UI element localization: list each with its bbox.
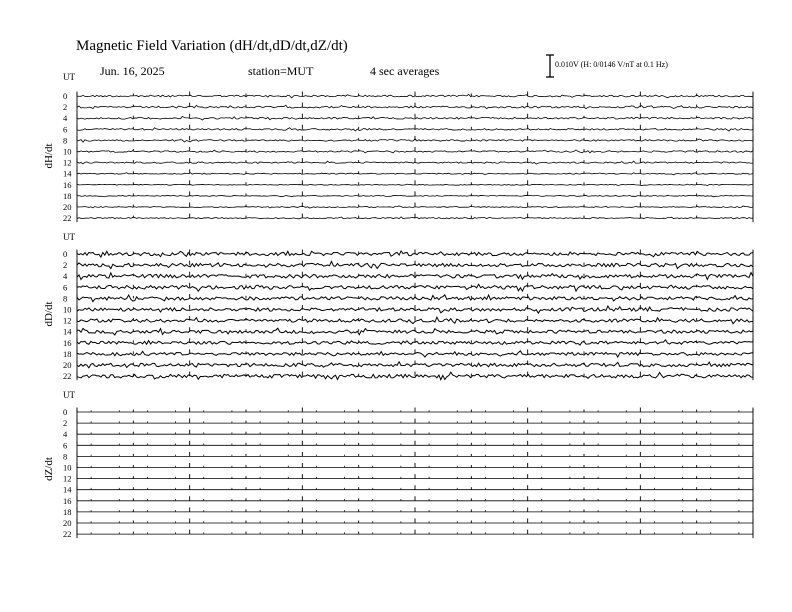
row-hour-label: 6	[63, 124, 68, 135]
row-hour-label: 4	[63, 429, 68, 440]
row-hour-label: 12	[63, 157, 72, 168]
row-hour-label: 8	[63, 135, 68, 146]
row-hour-label: 20	[63, 360, 72, 370]
row-hour-label: 0	[63, 91, 68, 101]
station-label: station=MUT	[248, 64, 314, 78]
panel-ylabel: dH/dt	[43, 143, 55, 169]
ut-label: UT	[63, 390, 75, 400]
row-hour-label: 14	[63, 168, 72, 179]
row-hour-label: 2	[63, 260, 68, 271]
row-hour-label: 2	[63, 418, 68, 429]
row-hour-label: 20	[63, 202, 72, 212]
row-hour-label: 0	[63, 407, 68, 417]
row-hour-label: 6	[63, 282, 68, 293]
panel-ylabel: dD/dt	[43, 301, 55, 327]
row-hour-label: 18	[63, 190, 72, 201]
row-hour-label: 16	[63, 179, 72, 190]
row-hour-label: 8	[63, 451, 68, 462]
row-hour-label: 4	[63, 271, 68, 282]
ut-label: UT	[63, 232, 75, 242]
averaging-label: 4 sec averages	[370, 64, 440, 78]
row-hour-label: 6	[63, 440, 68, 451]
row-hour-label: 10	[63, 146, 72, 157]
page-title: Magnetic Field Variation (dH/dt,dD/dt,dZ/dt)	[76, 38, 348, 54]
row-hour-label: 0	[63, 249, 68, 259]
row-hour-label: 10	[63, 304, 72, 315]
row-hour-label: 2	[63, 102, 68, 113]
row-hour-label: 10	[63, 462, 72, 473]
row-hour-label: 14	[63, 484, 72, 495]
row-hour-label: 14	[63, 326, 72, 337]
row-hour-label: 22	[63, 529, 72, 540]
row-hour-label: 16	[63, 337, 72, 348]
row-hour-label: 20	[63, 518, 72, 528]
row-hour-label: 16	[63, 495, 72, 506]
row-hour-label: 18	[63, 348, 72, 359]
row-hour-label: 22	[63, 213, 72, 224]
date-label: Jun. 16, 2025	[100, 64, 165, 78]
panel-ylabel: dZ/dt	[43, 457, 55, 481]
ut-label: UT	[63, 72, 75, 82]
row-hour-label: 18	[63, 506, 72, 517]
row-hour-label: 12	[63, 315, 72, 326]
scale-bar-label: 0.010V (H: 0/0146 V/nT at 0.1 Hz)	[555, 60, 668, 69]
row-hour-label: 8	[63, 293, 68, 304]
row-hour-label: 12	[63, 473, 72, 484]
row-hour-label: 22	[63, 371, 72, 382]
row-hour-label: 4	[63, 113, 68, 124]
